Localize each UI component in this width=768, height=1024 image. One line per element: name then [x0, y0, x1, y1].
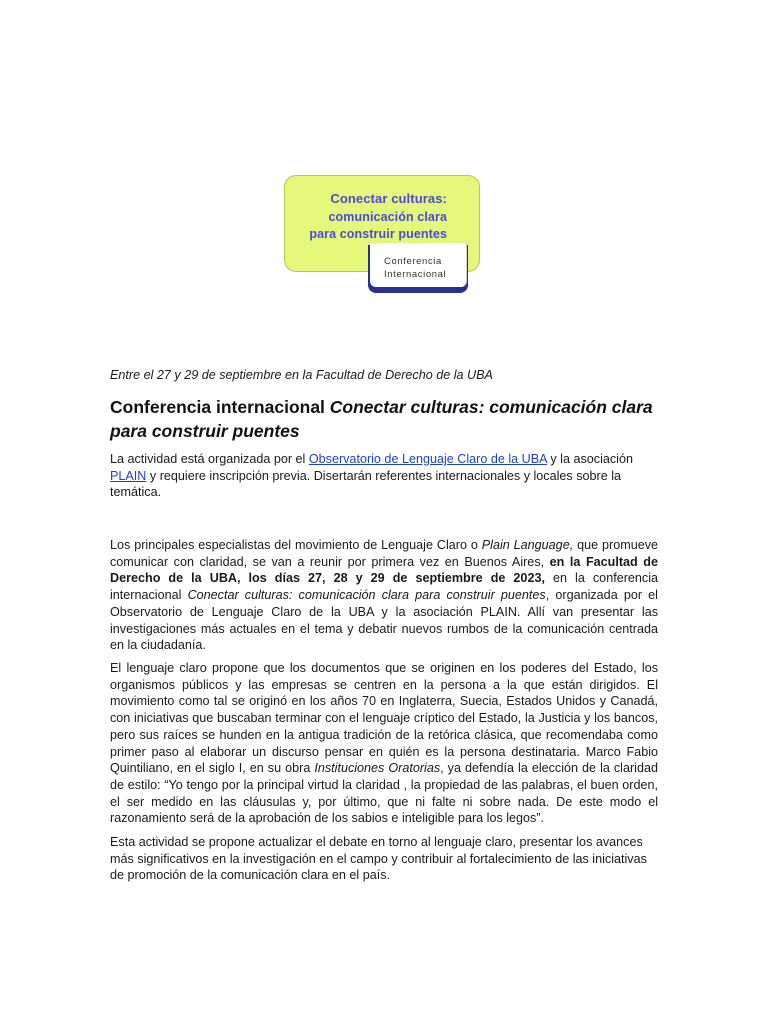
observatorio-link[interactable]: Observatorio de Lenguaje Claro de la UBA: [308, 452, 547, 466]
p2-text-a: Los principales especialistas del movimiento de Lenguaje Claro o: [110, 538, 482, 552]
logo-title-line-2: comunicación clara: [328, 210, 447, 224]
event-subtitle: Entre el 27 y 29 de septiembre en la Facultad de Derecho de la UBA: [110, 368, 493, 382]
intro-text-3: y requiere inscripción previa. Disertarán referentes internacionales y locales sobre la temática.: [110, 468, 622, 500]
paragraph-specialists: [110, 537, 658, 654]
title-italic: Conectar culturas: comunicación clara para construir puentes: [110, 397, 653, 441]
plain-link[interactable]: PLAIN: [110, 468, 147, 483]
p3-text-b: Instituciones Oratorias: [314, 761, 441, 776]
intro-text-2: y la asociación: [546, 452, 633, 466]
p2-text-d: en la Facultad de Derecho de la UBA, los días 27, 28 y 29 de septiembre de 2023,: [110, 554, 659, 586]
logo-tag-line-2: Internacional: [384, 269, 447, 280]
p3-text-c: , ya defendía la elección de la claridad de estilo: “Yo tengo por la principal virtud la claridad , la propiedad de las palabras, el buen orden, el ser medido en las cláusulas y, por último, que ni falte ni sobre nada. De este modo el razonamiento será de la aprobación de los sabios e inteligible para los legos”.: [110, 761, 658, 826]
p2-text-c: que promueve comunicar con claridad, se van a reunir por primera vez en Buenos Aires,: [110, 538, 658, 569]
logo-tag-line-1: Conferencia: [384, 256, 442, 267]
paragraph-goals: Esta actividad se propone actualizar el debate en torno al lenguaje claro, presentar los avances más significativos en la investigación en el campo y contribuir al fortalecimiento de las iniciativas de promoción de la comunicación clara en el país.: [110, 835, 647, 883]
page-title: [110, 395, 658, 443]
p2-text-b: Plain Language,: [481, 538, 574, 552]
logo-tag: [370, 243, 467, 287]
p2-text-f: Conectar culturas: comunicación clara para construir puentes: [187, 588, 546, 603]
logo-title-line-3: para construir puentes: [309, 227, 447, 241]
paragraph-history: [110, 660, 658, 827]
title-plain: Conferencia internacional: [110, 397, 330, 417]
p2-text-g: , organizada por el Observatorio de Lenguaje Claro de la UBA y la asociación PLAIN. Allí van presentar las investigaciones más actuales en el tema y debatir nuevos rumbos de la comunicación centrada en la ciudadanía.: [110, 588, 658, 653]
logo-title-line-1: Conectar culturas:: [330, 191, 447, 206]
p2-text-e: en la conferencia internacional: [110, 571, 658, 603]
p3-text-a: El lenguaje claro propone que los documentos que se originen en los poderes del Estado, los organismos públicos y las empresas se centren en la persona a la que están dirigidos. El movimiento como tal se originó en los años 70 en Inglaterra, Suecia, Estados Unidos y Canadá, con iniciativas que buscaban terminar con el lenguaje críptico del Estado, la Justicia y los bancos, pero sus raíces se hunden en la antigua tradición de la retórica clásica, que recomendaba como primer paso al elaborar un discurso pensar en quién es la persona destinataria. Marco Fabio Quintiliano, en el siglo I, en su obra: [110, 661, 658, 776]
intro-paragraph: [110, 451, 658, 501]
conference-logo: [284, 175, 480, 295]
intro-text-1: La actividad está organizada por el: [110, 452, 309, 466]
